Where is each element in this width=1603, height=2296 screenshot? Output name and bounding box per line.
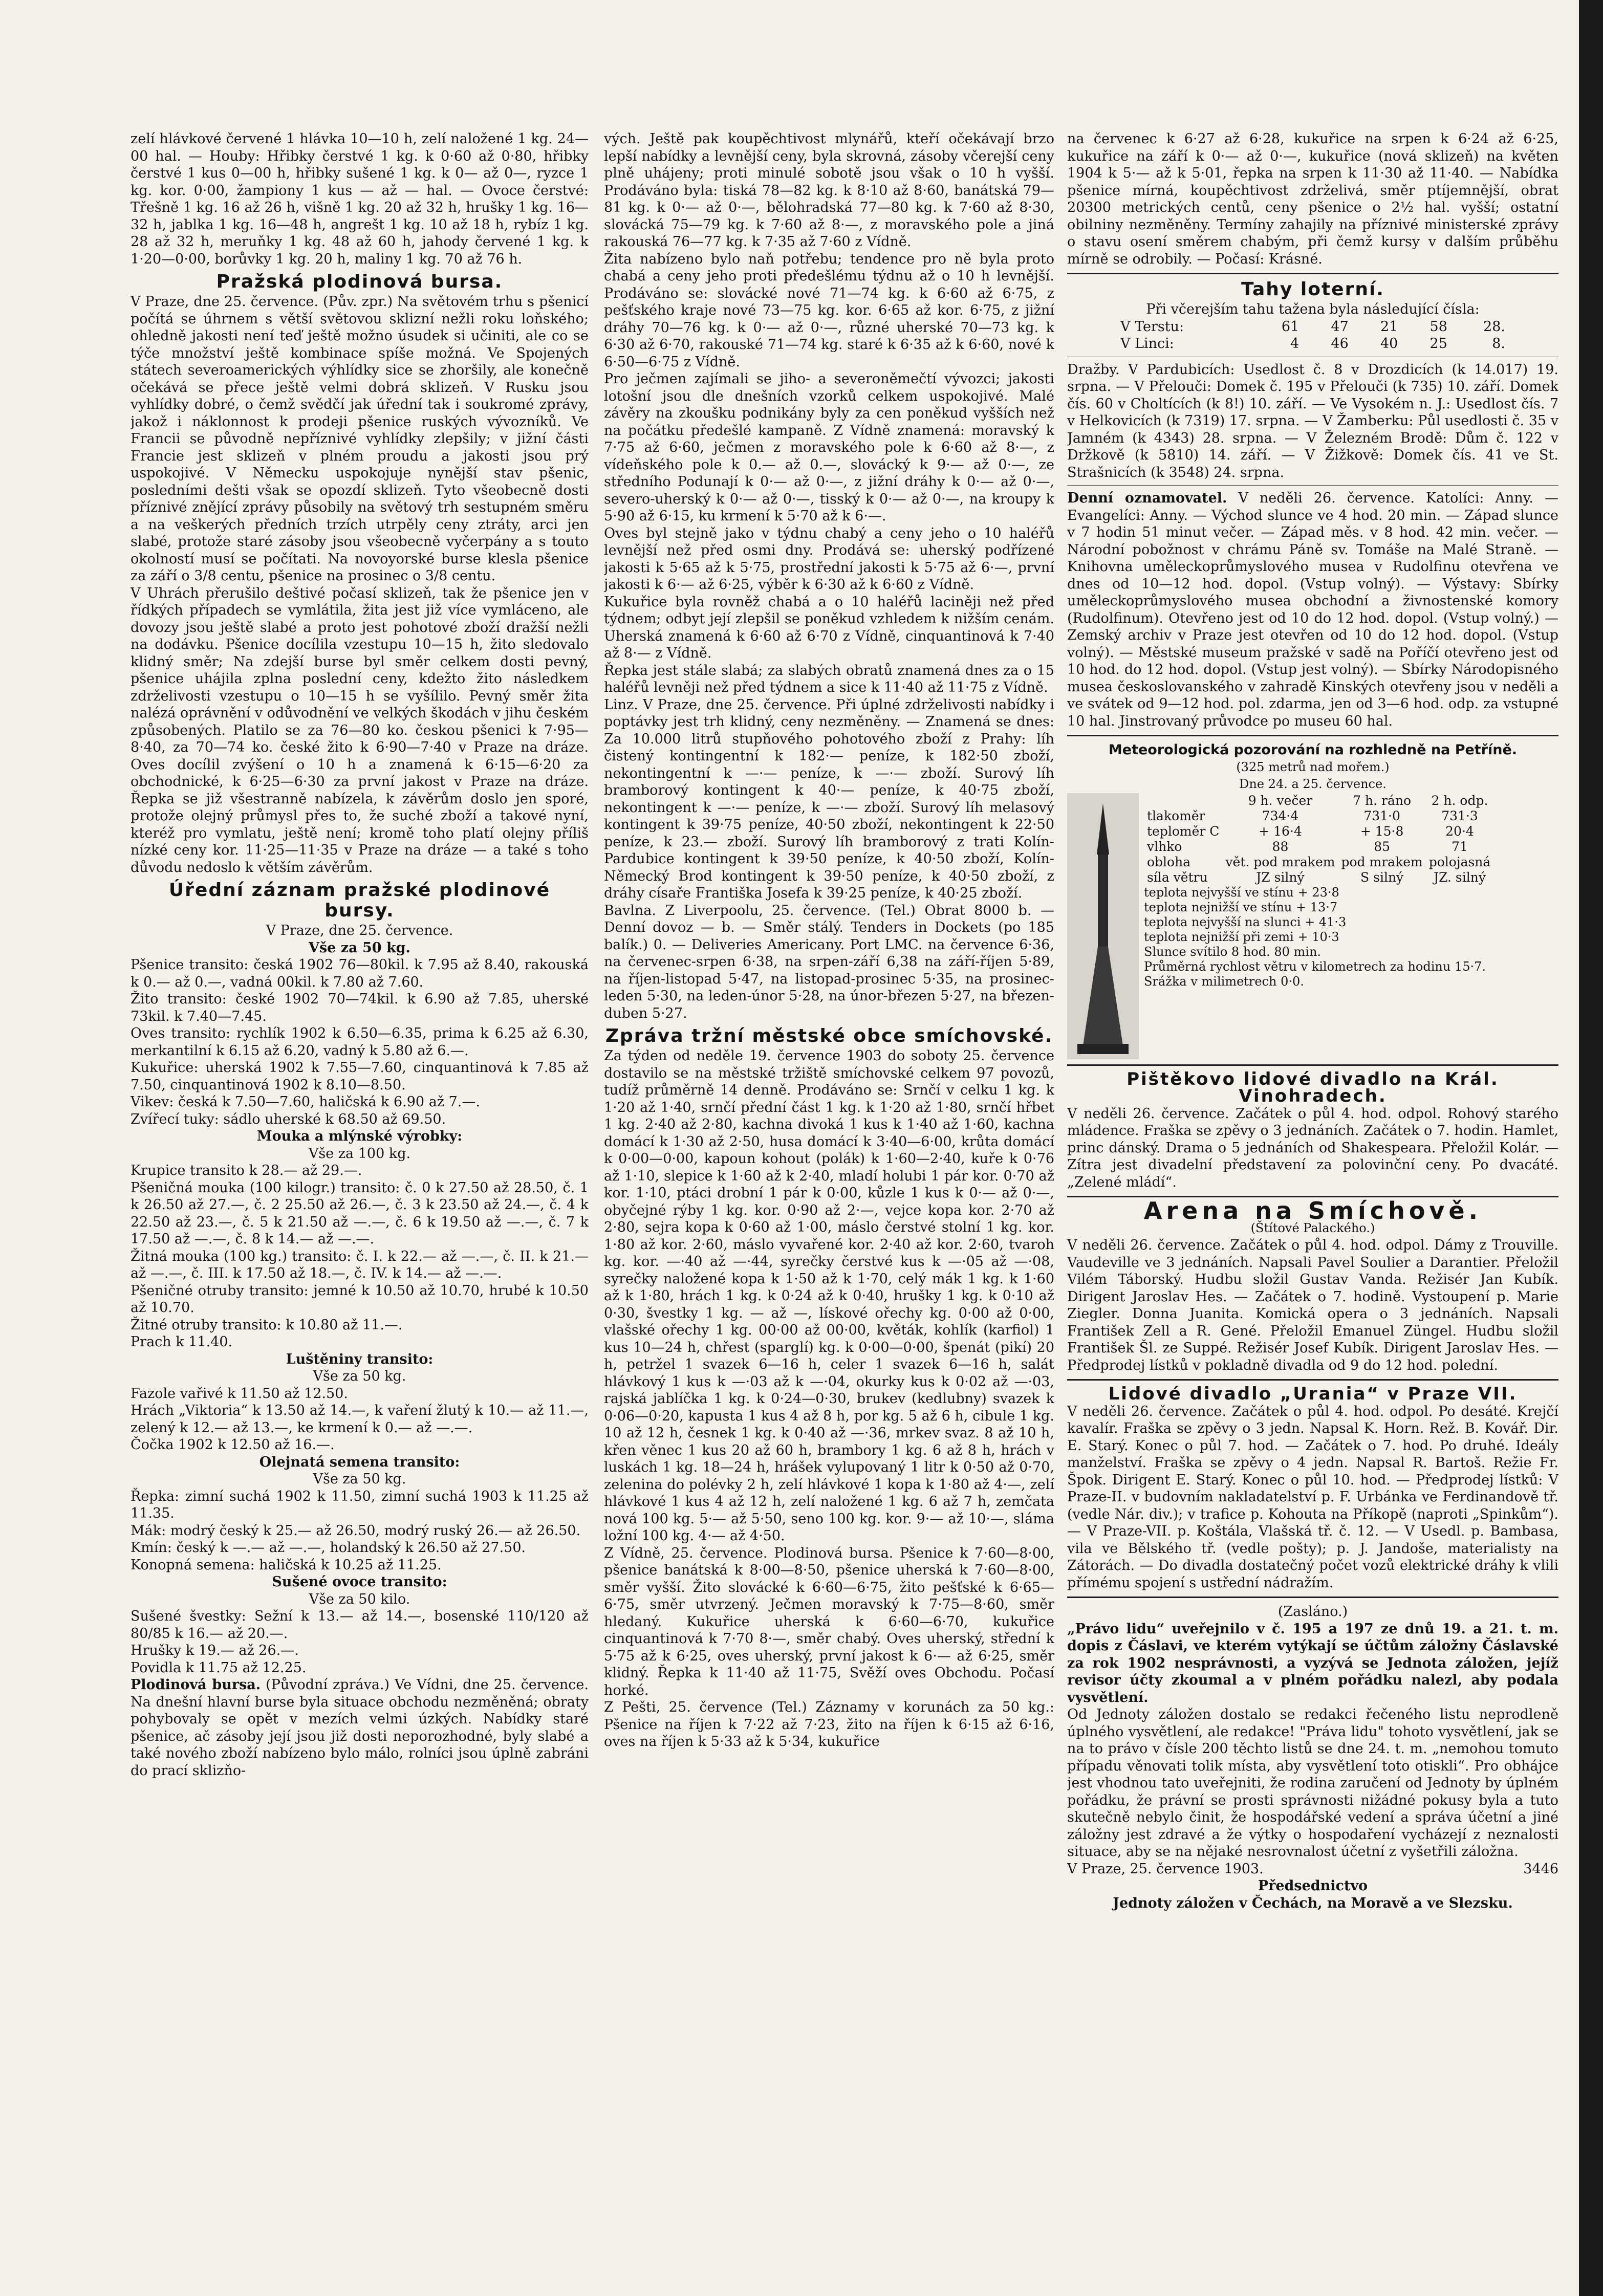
heading-dried-fruit: Sušené ovoce transito: bbox=[272, 1574, 447, 1590]
heading-theater-vinohrady: Pištěkovo lidové divadlo na Král. Vinohradech. bbox=[1127, 1068, 1499, 1106]
official-unit: Vše za 50 kg. bbox=[309, 939, 410, 956]
urania-text: V neděli 26. července. Začátek o půl 4. hod. odpol. Po desáté. Krejčí kavalír. Fraška se zpěvy o 3 jedn. Napsal K. Horn. Rež. B. Kovář. Dir. E. Starý. Konec o půl 7. hod. — Začátek o 7. hod. Po druhé. Ideály manželství. Fraška se zpěvy o 4 jedn. Napsal R. Bartoš. Režie Fr. Špok. Dirigent E. Starý. Konec o půl 10. hod. — Předprodej lístků: V Praze-II. v budovním nakladatelství p. F. Urbánka ve Ferdinandově tř. (vedle Nár. div.); v trafice p. Kohouta na Příkopě (naproti „Spinkům“). — V Praze-VII. p. Koštála, Vlašská tř. č. 12. — V Usedl. p. Bambasa, vila ve Bělského tř. (vedle pošty); p. J. Jandoše, materialisty na Zátorách. — Do divadla dostatečný počet vozů elektrické dráhy k vlili přímému spojení s ustřední nádražím. bbox=[1067, 1403, 1558, 1591]
lottery-table bbox=[1116, 318, 1509, 353]
vienna-oats-text: Oves byl stejně jako v týdnu chabý a ceny jeho o 10 haléřů levnější než před osmi dny. Prodává se: uherský podřízené jakosti k 5·65 až k 5·75, prostřední jakosti k 5·75 až 6·—, první jakosti k 6·— až 6·25, výběr k 6·30 až k 6·60 z Vídně. bbox=[604, 525, 1054, 593]
price-bran: Pšeničné otruby transito: jemné k 10.50 až 10.70, hrubé k 10.50 až 10.70. bbox=[131, 1282, 589, 1316]
meteo-row: obloha vět. pod mrakem pod mrakem polojasná bbox=[1147, 854, 1491, 869]
price-groats: Krupice transito k 28.— až 29.—. bbox=[131, 1163, 362, 1178]
prague-burse-text: V Praze, dne 25. července. (Pův. zpr.) Na světovém trhu s pšenicí počítá se úhrnem s větší světovou sklizní nežli roku loňského; ohledně jakosti není teď ještě možno úsudek si učiniti, ale co se týče množství ještě kombinace spíše možná. Ve Spojených státech severoamerických výhlídky sice se zhoršily, ale konečně očekává se přece ještě velmi dobrá sklizeň. V Rusku jsou vyhlídky dobré, o čemž svědčí jak úřední tak i soukromé zprávy, jakož i náklonnost k prodeji pšenice ruských vývozníků. Ve Francii se původně nepříznivé vyhlídky zlepšily; v jižní části Francie jest sklizeň v plném proudu a jakosti jsou prý uspokojivé. V Německu uspokojuje nynější stav pšenic, posledními dešti však se opozdí sklizeň. Tyto všeobecně dosti příznivé znějící zprávy působily na světový trh sestupném směru a na veškerých předních trzích utrpěly ceny ztráty, arci jen slabé, protože staré zásoby jsou všeobecně vyčerpány a s touto okolností musí se počítati. Na novoyorské burse klesla pšenice za září o 3/8 centu, pšenice na prosinec o 3/8 centu. bbox=[131, 294, 589, 584]
oilseed-unit: Vše za 50 kg. bbox=[313, 1471, 406, 1487]
hungary-text: V Uhrách přerušilo deštivé počasí sklizeň, tak že pšenice jen v řídkých případech se vymlátila, žita jest již více vymláceno, ale dovozy jsou ještě slabé a proto jest pohotové zboží dražší nežli na dodávku. Pšenice docílila vzestupu 10—15 h, žito sledovalo klidný směr; Na zdejší burse byl směr celkem dosti pevný, pšenice uhájila zplna poslední ceny, kdežto žito následkem zdrželivosti vzestupu o 10—15 h se vyšílilo. Pevný směr žita nalézá oprávnění v odůvodnění ve velkých škodách v jihu českém způsobených. Platilo se za 76—80 ko. českou pšenici k 7·95—8·40, za 70—74 ko. české žito k 6·90—7·40 v Praze na dráze. Oves docílil zvýšení o 10 h a znamená k 6·15—6·20 za obchodnické, k 6·25—6·30 za první jakost v Praze na dráze. Řepka se již všestranně nabízela, k závěrům doslo jen sporé, protože olejný průmysl přes to, že suché zboží a takové nyní, kteréž pro vymlatu, ještě není; kromě toho platí olejny příliš nízké ceny kor. 11·25—11·35 v Praze na dráze — a také s toho důvodu nedoslo k větším závěrům. bbox=[131, 585, 589, 876]
price-poppy: Mák: modrý český k 25.— až 26.50, modrý ruský 26.— až 26.50. bbox=[131, 1522, 581, 1539]
signature-title: Předsednictvo bbox=[1258, 1878, 1368, 1894]
zaslano-lead: „Právo lidu“ uveřejnilo v č. 195 a 197 ze dnů 19. a 21. t. m. dopis z Čáslavi, ve kterém vytýkají se účtům záložny Čáslavské za rok 1902 nesprávnosti, a vyzývá se Jednota záložen, jejíž revisor účty zkoumal a v plném pořádku nalezl, aby podala vysvětlení. bbox=[1067, 1621, 1558, 1705]
heading-oilseed: Olejnatá semena transito: bbox=[259, 1454, 460, 1470]
divider bbox=[1067, 485, 1558, 486]
price-dust: Prach k 11.40. bbox=[131, 1334, 233, 1350]
official-date: V Praze, dne 25. července. bbox=[266, 923, 453, 938]
heading-vienna-burse: Plodinová bursa. bbox=[131, 1677, 261, 1693]
meteo-sub: (325 metrů nad mořem.) bbox=[1236, 759, 1390, 774]
heading-daily: Denní oznamovatel. bbox=[1067, 490, 1227, 506]
price-corn: Kukuřice: uherská 1902 k 7.55—7.60, cinquantinová k 7.85 až 7.50, cinquantinová 1902 k 8.10—8.50. bbox=[131, 1060, 589, 1093]
zaslano-text: Od Jednoty záložen dostalo se redakci řečeného listu neprodleně úplného vysvětlení, ale redakce! "Práva lidu" tohoto vysvětlení, jak se na to právo v čísle 200 těchto listů se dne 24. t. m. „nemohou tomuto případu věnovati tolik místa, aby vysvětlení toto otiskli“. Pro obhájce jest vhodnou tato uveřejniti, že rodina zaručení od Jednoty by úplném pořádku, že právní se prosti správnosti nižádné pokusy byla a tuto skutečně nebylo činit, že hospodářské vedení a správa účetní a jiné záložny jest zdravé a že výtky o hospodaření vycházejí z neznalosti situace, aby se na nějaké nesrovnalost účetní z vyšetřili záložna. bbox=[1067, 1707, 1558, 1860]
divider bbox=[1067, 1379, 1558, 1381]
price-rye-bran: Žitné otruby transito: k 10.80 až 11.—. bbox=[131, 1317, 403, 1333]
flour-unit: Vše za 100 kg. bbox=[308, 1145, 411, 1162]
divider bbox=[1067, 273, 1558, 274]
heading-official-record: Úřední záznam pražské plodinové bursy. bbox=[168, 880, 551, 921]
legumes-unit: Vše za 50 kg. bbox=[313, 1368, 406, 1384]
page-edge bbox=[1579, 0, 1603, 2296]
price-caraway: Kmín: český k —.— až —.—, holandský k 26.50 až 27.50. bbox=[131, 1540, 526, 1556]
price-rye: Žito transito: české 1902 70—74kil. k 6.90 až 7.85, uherské 73kil. k 7.40—7.45. bbox=[131, 991, 589, 1024]
heading-smichov-market: Zpráva tržní městské obce smíchovské. bbox=[605, 1025, 1053, 1046]
vienna-rye-text: Žita nabízeno bylo naň potřebu; tendence pro ně byla proto chabá a ceny jeho proti předešlému týdnu až o 10 h levnější. Prodáváno se: slovácké nové 71—74 kg. k 6·60 až 6·75, z pešťského kraje nové 73—75 kg. kor. 6·65 až kor. 6·75, z jižní dráhy 70—76 kg. k 0·— až 0·—, různé uherské 70—73 kg. k 6·30 až 6·70, rakouské 71—74 kg. staré k 6·35 až k 6·60, nové k 6·50—6·75 z Vídně. bbox=[604, 251, 1054, 370]
zaslano-date: V Praze, 25. července 1903. bbox=[1067, 1861, 1264, 1877]
price-rape: Řepka: zimní suchá 1902 k 11.50, zimní suchá 1903 k 11.25 až 11.35. bbox=[131, 1488, 589, 1521]
heading-lottery: Tahy loterní. bbox=[1241, 279, 1384, 300]
meteo-date: Dne 24. a 25. července. bbox=[1239, 777, 1387, 791]
meteo-row: tlakoměr 734·4 731·0 731·3 bbox=[1147, 808, 1478, 823]
vienna-cont-text: vých. Ještě pak koupěchtivost mlynářů, kteří očekávají brzo lepší nabídky a levnější ceny, byla skrovná, zásoby včerejší ceny plně uhájeny; proti minulé sobotě jsou však o 10 h vyšší. Prodáváno byla: tiská 78—82 kg. k 8·10 až 8·60, banátská 79—81 kg. k 0·— až 0·—, bělohradská 77—80 kg. k 7·60 až 8·30, slovácká 75—79 kg. k 7·60 až 8·—, z moravského pole a jiná rakouská 76—77 kg. k 7·35 až 7·60 z Vídně. bbox=[604, 131, 1054, 250]
spirits-text: Linz. V Praze, dne 25. července. Při úplné zdrželivosti nabídky i poptávky jest trh klidný, ceny nezměněny. — Znamená se dnes: Za 10.000 litrů stupňového pohotového zboží z Prahy: líh čistený kontingentní k 182·— peníze, k 182·50 zboží, nekontingentní k —·— peníze, k —·— zboží. Surový líh bramborový kontingent k 40·— peníze, k 40·75 zboží, nekontingent k —·— peníze, k —·— zboží. Surový líh melasový kontingent k 39·75 peníze, 40·50 zboží, nekontingent k 22·50 peníze, k 23.— zboží. Surový líh bramborový z trati Kolín-Pardubice kontingent k 39·50 peníze, k 40·50 zboží, Kolín-Německý Brod kontingent k 39·50 peníze, k 40·50 zboží, z dráhy císaře Františka Josefa k 39·25 peníze, k 40·25 zboží. bbox=[604, 696, 1054, 901]
meteo-row: teploměr C + 16·4 + 15·8 20·4 bbox=[1147, 823, 1474, 839]
heading-meteo: Meteorologická pozorování na rozhledně na Petříně. bbox=[1108, 742, 1518, 758]
heading-zaslano: (Zasláno.) bbox=[1277, 1604, 1348, 1620]
heading-legumes: Luštěniny transito: bbox=[286, 1351, 434, 1367]
meteo-block bbox=[1067, 793, 1558, 1059]
price-plums: Povidla k 11.75 až 12.25. bbox=[131, 1659, 307, 1676]
price-prunes: Sušené švestky: Sežní k 13.— až 14.—, bosenské 110/120 až 80/85 k 16.— až 20.—. bbox=[131, 1608, 589, 1642]
price-wheat-flour: Pšeničná mouka (100 kilogr.) transito: č. 0 k 27.50 až 28.50, č. 1 k 26.50 až 27.—, č. 2 25.50 až 26.—, č. 3 k 23.50 až 24.—, č. 4 k 22.50 až 23.—, č. 5 k 21.50 až —.—, č. 6 k 19.50 až —.—, č. 7 k 17.50 až —.—, č. 8 k 14.— až —.—. bbox=[131, 1179, 589, 1247]
meteo-row: síla větru JZ silný S silný JZ. silný bbox=[1147, 869, 1486, 885]
heading-arena-smichov: Arena na Smíchově. bbox=[1143, 1197, 1482, 1224]
signature-org: Jednoty záložen v Čechách, na Moravě a ve Slezsku. bbox=[1113, 1895, 1513, 1911]
observatory-tower-icon bbox=[1067, 793, 1139, 1059]
cotton-text: Bavlna. Z Liverpoolu, 25. července. (Tel.) Obrat 8000 b. — Denní dovoz — b. — Směr stálý. Tenders in Dockets (po 185 balík.) 0. — Deliveries Americany. Port LMC. na července 6·36, na červenec-srpen 6·38, na srpen-září 6,38 na září-říjen 5·89, na říjen-listopad 5·47, na listopad-prosinec 5·35, na prosinec-leden 5·30, na leden-únor 5·28, na únor-březen 5·27, na březen-duben 5·27. bbox=[604, 902, 1054, 1021]
price-beans: Fazole vařivé k 11.50 až 12.50. bbox=[131, 1385, 348, 1402]
auctions-text: Dražby. V Pardubicích: Usedlost č. 8 v Drozdicích (k 14.017) 19. srpna. — V Přelouči: Domek č. 195 v Přelouči (k 735) 10. září. Domek čís. 60 v Choltících (k 8!) 10. září. — Ve Vysokém n. J.: Usedlost čís. 7 v Helkovicích (k 7319) 17. srpna. — V Žamberku: Půl usedlosti č. 35 v Jamném (k 4343) 28. srpna. — V Železném Brodě: Dům č. 122 v Držkově (k 5810) 14. září. — V Žižkově: Domek čís. 41 ve St. Strašnicích (k 3548) 24. srpna. bbox=[1067, 361, 1558, 480]
vienna-rape-text: Řepka jest stále slabá; za slabých obratů znamená dnes za o 15 haléřů levněji než před týdnem a sice k 11·40 až 11·75 z Vídně. bbox=[604, 662, 1054, 695]
price-rye-flour: Žitná mouka (100 kg.) transito: č. I. k 22.— až —.—, č. II. k 21.— až —.—, č. III. k 17.50 až 18.—, č. IV. k 14.— až —.—. bbox=[131, 1248, 589, 1281]
divider bbox=[1067, 1597, 1558, 1598]
arena-sub: (Štítové Palackého.) bbox=[1250, 1220, 1375, 1235]
lottery-row: V Terstu: 61 47 21 58 28. bbox=[1120, 318, 1505, 335]
vienna-burse2-text: Z Vídně, 25. července. Plodinová bursa. Pšenice k 7·60—8·00, pšenice banátská k 8·00—8·50, pšenice uherská k 7·60—8·00, směr vyšší. Žito slovácké k 6·60—6·75, žito pešťské k 6·65—6·75, směr utvrzený. Ječmen moravský k 7·75—8·60, směr hledaný. Kukuřice uherská k 6·60—6·70, kukuřice cinquantinová k 7·70 8·—, směr chabý. Oves uherský, střední k 5·75 až k 6·25, oves uherský, první jakost k 6·— až 6·25, směr klidný. Řepka k 11·40 až 11·75, Svěží oves Obchodu. Počasí horké. bbox=[604, 1545, 1054, 1698]
heading-urania: Lidové divadlo „Urania“ v Praze VII. bbox=[1108, 1384, 1518, 1404]
meteo-row: vlhko 88 85 71 bbox=[1147, 839, 1468, 854]
column-right bbox=[1067, 130, 1558, 2269]
vienna-barley-text: Pro ječmen zajímali se jiho- a severoněmečtí vývozci; jakosti lotošní jsou dle dnešních vzorků celkem uspokojivé. Malé závěry na zkoušku podnikány byly za cen poněkud vyšších než na počátku předešlé kampaně. Z Vídně znamená: moravský k 7·75 až 6·60, ječmen z moravského pole k 6·60 až 8·—, z vídeňského pole k 0.— až 0.—, slovácký k 9·— až 0·—, ze středního Podunají k 0·— až 0·—, z jižní dráhy k 0·— až 0·—, severo-uherský k 0·— až 0·—, tisský k 0·— až 0·—, na kroupy k 5·90 až 6·15, ku krmení k 5·70 až k 6·—. bbox=[604, 371, 1054, 524]
dried-unit: Vše za 50 kilo. bbox=[309, 1591, 410, 1607]
price-peas: Hrách „Viktoria“ k 13.50 až 14.—, k vaření žlutý k 10.— až 11.—, zelený k 12.— až 13.—, ke krmení k 0.— až —.—. bbox=[131, 1403, 589, 1436]
zaslano-number: 3446 bbox=[1523, 1861, 1558, 1877]
lottery-row: V Linci: 4 46 40 25 8. bbox=[1120, 336, 1505, 352]
column-middle bbox=[604, 130, 1054, 2269]
price-vetch: Vikev: česká k 7.50—7.60, haličská k 6.90 až 7.—. bbox=[131, 1094, 480, 1110]
price-oats: Oves transito: rychlík 1902 k 6.50—6.35, prima k 6.25 až 6.30, merkantilní k 6.15 až 6.20, vadný k 5.80 až 6.—. bbox=[131, 1025, 589, 1059]
price-hemp: Konopná semena: haličská k 10.25 až 11.25. bbox=[131, 1557, 442, 1573]
daily-text: V neděli 26. července. Katolíci: Anny. — Evangelíci: Anny. — Východ slunce ve 4 hod. 20 min. — Západ slunce v 7 hodin 51 minut večer. — Západ měs. v 8 hod. 42 min. večer. — Národní pobožnost v chrámu Páně sv. Tomáše na Malé Straně. — Knihovna uměleckoprůmyslového musea v Rudolfinu otevřena ve dnes od 10—12 hod. dopol. (Vstup volný). — Výstavy: Sbírky uměleckoprůmyslového musea obchodní a živnostenské komory (Rudolfinum). Otevřeno jest od 10 do 12 hod. dopol. (Vstup volný.) — Zemský archiv v Praze jest otevřen od 10 do 12 hod. dopol. (Vstup volný). — Městské museum pražské v sadě na Poříčí otevřeno jest od 10 hod. do 12 hod. dopol. (Vstup jest volný). — Sbírky Národopisného musea českoslovanského v zahradě Kinských otevřeny jsou v neděli a ve svátek od 9—12 hod. pol. zdarma, jen od 3—6 hod. odp. za vstupné 10 hal. Jinstrovaný průvodce po museu 60 hal. bbox=[1067, 490, 1558, 729]
pest-text: Z Pešti, 25. července (Tel.) Záznamy v korunách za 50 kg.: Pšenice na říjen k 7·22 až 7·23, žito na říjen k 6·15 až 6·16, oves na říjen k 5·33 až k 5·34, kukuřice bbox=[604, 1699, 1054, 1750]
theater-vinohrady-text: V neděli 26. července. Začátek o půl 4. hod. odpol. Rohový starého mládence. Fraška se zpěvy o 3 jednáních. Začátek o 7. hodin. Hamlet, princ dánský. Drama o 5 jednáních od Shakespeara. Přeložil Kolár. — Zítra jest divadelní představení za polovinční ceny. Po dvacáté. „Zelené mládí“. bbox=[1067, 1105, 1558, 1190]
heading-prague-burse: Pražská plodinová bursa. bbox=[216, 271, 503, 292]
price-fats: Zvířecí tuky: sádlo uherské k 68.50 až 69.50. bbox=[131, 1111, 446, 1127]
lottery-intro: Při včerejším tahu tažena byla následující čísla: bbox=[1146, 301, 1480, 317]
price-wheat: Pšenice transito: česká 1902 76—80kil. k 7.95 až 8.40, rakouská k 0.— až 0.—, vadná 00kil. k 7.80 až 7.60. bbox=[131, 957, 589, 990]
meteo-extra: teplota nejvyšší ve stínu + 23·8 teplota nejnižší ve stínu + 13·7 teplota nejvyšší na slunci + 41·3 teplota nejnižší při zemi + 10·3 Slunce svítilo 8 hod. 80 min. Průměrná rychlost větru v kilometrech za hodinu 15·7. Srážka v milimetrech 0·0. bbox=[1144, 885, 1486, 989]
heading-flour: Mouka a mlýnské výrobky: bbox=[256, 1128, 463, 1144]
market-vegetables-text: zelí hlávkové červené 1 hlávka 10—10 h, zelí naložené 1 kg. 24—00 hal. — Houby: Hřibky čerstvé 1 kg. k 0·60 až 0·80, hřibky čerstvé 1 kus 0—00 h, hřibky sušené 1 kg. k 0— až 0—, ryzce 1 kg. kor. 0·00, žampiony 1 kus — až — hal. — Ovoce čerstvé: Třešně 1 kg. 16 až 26 h, višně 1 kg. 20 až 32 h, hrušky 1 kg. 16—32 h, jablka 1 kg. 16—48 h, angrešt 1 kg. 10 až 18 h, rybíz 1 kg. 28 až 32 h, meruňky 1 kg. 48 až 60 h, jahody červené 1 kg. k 1·20—0·00, borůvky 1 kg. 20 h, maliny 1 kg. 70 až 76 h. bbox=[131, 131, 589, 267]
divider bbox=[1067, 1064, 1558, 1066]
column-left bbox=[131, 130, 589, 2269]
arena-text: V neděli 26. července. Začátek o půl 4. hod. odpol. Dámy z Trouville. Vaudeville ve 3 jednáních. Napsali Pavel Soulier a Darantier. Přeložil Vilém Táborský. Hudbu složil Gustav Vanda. Režisér Jan Kubík. Dirigent Jaroslav Hes. — Začátek o 7. hodině. Vystoupení p. Marie Ziegler. Donna Juanita. Komická opera o 3 jednáních. Napsali František Zell a R. Gené. Přeložil Emanuel Züngel. Hudbu složil František Šl. ze Suppé. Režisér Josef Kubík. Dirigent Jaroslav Hes. — Předprodej lístků v pokladně divadla od 9 do 12 hod. polední. bbox=[1067, 1237, 1558, 1373]
pest-cont-text: na červenec k 6·27 až 6·28, kukuřice na srpen k 6·24 až 6·25, kukuřice na září k 0·— až 0·—, kukuřice (nová sklizeň) na květen 1904 k 5·— až k 5·01, řepka na srpen k 11·30 až 11·40. — Nabídka pšenice mírná, koupěchtivost zdrželivá, směr ptíjemnější, obrat 20300 metrických centů, ceny pšenice o 2½ hal. vyšší; ostatní obilniny nezměněny. Termíny zahajily na příznivé ministerské zprávy o stavu osení směrem chabým, při čemž kursy v dalším průběhu mírně se odrobily. — Počasí: Krásné. bbox=[1067, 131, 1558, 267]
vienna-corn-text: Kukuřice byla rovněž chabá a o 10 haléřů laciněji než před týdnem; odbyt její zlepšil se poněkud vzhledem k nižším cenám. Uherská znamená k 6·60 až 6·70 z Vídně, cinquantinová k 7·40 až 8·— z Vídně. bbox=[604, 594, 1054, 661]
smichov-market-text: Za týden od neděle 19. července 1903 do soboty 25. července dostavilo se na městské tržiště smíchovské celkem 97 povozů, tudíž průměrně 14 denně. Prodáváno se: Srnčí v celku 1 kg. k 1·20 až 1·40, srnčí přední část 1 kg. k 1·20 až 1·80, srnčí hřbet 1 kg. 2·40 až 2·80, kachna divoká 1 kus k 1·40 až 1·60, kachna domácí k 1·30 až 2·50, husa domácí k 3·40—6·00, krůta domácí k 0·00—0·00, kapoun kohout (polák) k 1·60—2·40, kuře k 0·76 až 1·10, slepice k 1·60 až k 2·40, mladí holubi 1 pár kor. 0·70 až kor. 1·10, ptáci drobní 1 pár k 0·00, kůzle 1 kus k 0·— až 0·—, obyčejné rýby 1 kg. kor. 0·90 až 2·—, vejce kopa kor. 2·70 až 2·80, sejra kopa k 0·60 až 1·00, máslo čerstvé stolní 1 kg. kor. 1·80 až kor. 2·60, máslo vyvařené kor. 2·40 až kor. 2·60, tvaroh kg. kor. —·40 až —·44, syrečky čerstvé kus k —·05 až —·08, syrečky naložené kopa k 1·50 až k 1·70, celý mák 1 kg. k 1·60 až k 1·80, hrách 1 kg. k 0·24 až k 0·40, hrušky 1 kg. k 0·10 až 0·30, švestky 1 kg. — až —, lískové ořechy kg. 0·00 až 0·00, vlašské ořechy 1 kg. 00·00 až 00·00, květák, kohlík (karfiol) 1 kus 10—24 h, chřest (sparglí) kg. k 0·00—0·00, špenát (pikí) 20 h, petržel 1 svazek 6—16 h, celer 1 svazek 6—16 h, salát hlávkový 1 kus k —·03 až k —·04, okurky kus k 0·02 až —·03, rajská jablíčka 1 kg. k 0·24—0·30, brukev (kedlubny) svazek k 0·06—0·20, kapusta 1 kus 4 až 8 h, por kg. 5 až 6 h, cibule 1 kg. 10 až 12 h, česnek 1 kg. k 0·40 až —·36, mrkev svaz. 8 až 10 h, křen věnec 1 kus 20 až 60 h, brambory 1 kg. 6 až 8 h, hrách v luskách 1 kg. 18—24 h, hrášek vylupovaný 1 litr k 0·50 až 0·70, zelenina do polévky 2 h, zelí hlávkové 1 kopa k 1·80 až 4·—, zelí hlávkové 1 kus 4 až 12 h, zelí naložené 1 kg. 6 až 7 h, zemčata nová 100 kg. 5·— až 5·50, seno 100 kg. kor. 9·— až 10·—, sláma ložní 100 kg. 4·— až 4·50. bbox=[604, 1048, 1054, 1544]
vienna-burse-text: (Původní zpráva.) Ve Vídni, dne 25. července. Na dnešní hlavní burse byla situace obchodu nezměněná; obraty pohybovaly se opět v mezích velmi úzkých. Nabídky staré pšenice, ač zásoby její jsou již dosti neporozhodné, byly slabé a také nového zboží nabízeno bylo málo, rolníci jsou úplně zabráni do prací sklizňo- bbox=[131, 1677, 589, 1779]
price-pears: Hrušky k 19.— až 26.—. bbox=[131, 1643, 299, 1658]
divider bbox=[1067, 735, 1558, 736]
meteo-table: 9 h. večer 7 h. ráno 2 h. odp. tlakoměr 734·4 731·0 731·3 teploměr C + 16·4 + 15·8 20·4 vlhko 88 85 71 obloha vět. pod mrakem pod mrakem polojasná síla větru JZ silný S silný JZ. silný bbox=[1144, 793, 1493, 885]
price-lentils: Čočka 1902 k 12.50 až 16.—. bbox=[131, 1437, 335, 1453]
